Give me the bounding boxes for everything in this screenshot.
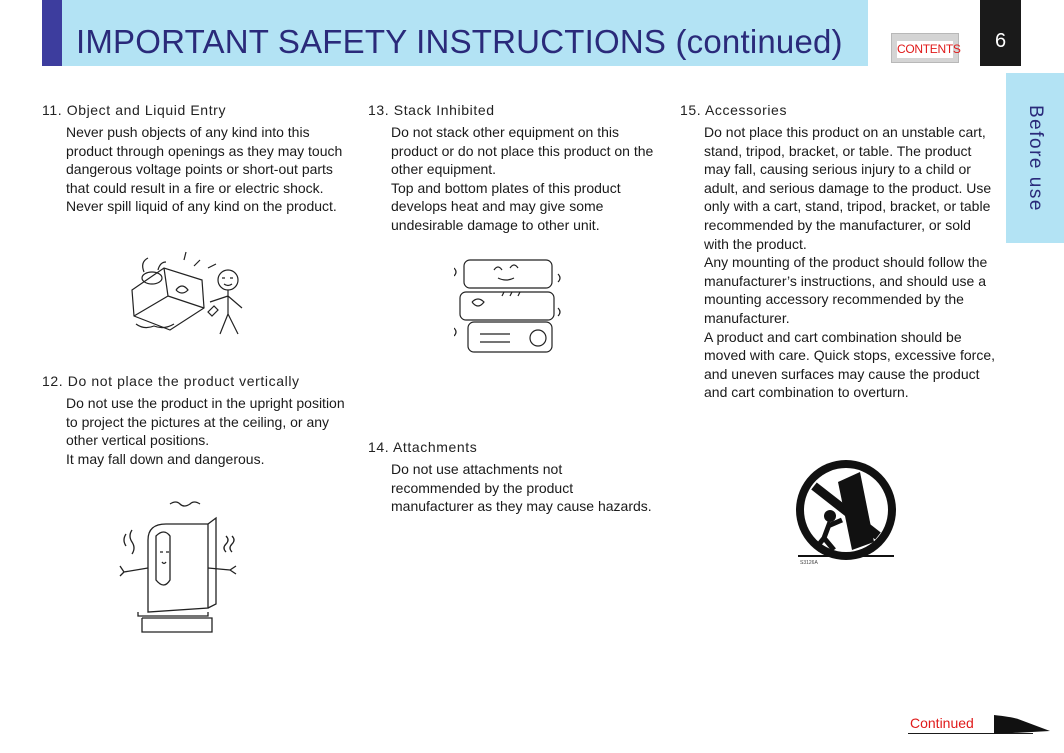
page-number-box bbox=[980, 0, 1021, 66]
page-number: 6 bbox=[994, 30, 1007, 52]
section-12-body bbox=[66, 394, 348, 468]
section-15-paragraph: Any mounting of the product should follow the manufacturer’s instructions, and should use a mounting accessory recommended by the manufacturer. bbox=[704, 254, 988, 326]
section-11-body bbox=[66, 123, 348, 216]
section-14-paragraph: Do not use attachments not recommended by the product manufacturer as they may cause hazards. bbox=[391, 461, 652, 515]
cart-symbol-code: S3126A bbox=[800, 560, 818, 566]
section-15-title: 15. Accessories bbox=[680, 102, 788, 118]
side-tab-before-use[interactable] bbox=[1006, 73, 1064, 243]
section-14-body bbox=[391, 460, 653, 516]
contents-button[interactable] bbox=[891, 33, 959, 63]
upright-projector-illustration bbox=[108, 500, 248, 640]
section-15-body bbox=[704, 123, 996, 402]
continued-link[interactable] bbox=[908, 713, 1028, 735]
liquid-spill-illustration bbox=[124, 250, 254, 340]
section-13-title: 13. Stack Inhibited bbox=[368, 102, 495, 118]
continued-label: Continued bbox=[910, 715, 974, 731]
section-12-paragraph: It may fall down and dangerous. bbox=[66, 450, 265, 467]
side-tab-label: Before use bbox=[1025, 105, 1046, 212]
section-12-title: 12. Do not place the product vertically bbox=[42, 373, 300, 389]
section-13-paragraph: Do not stack other equipment on this product or do not place this product on the other equipment. bbox=[391, 124, 654, 178]
page-header bbox=[62, 0, 868, 66]
header-accent-bar bbox=[42, 0, 62, 66]
contents-button-label: CONTENTS bbox=[897, 42, 961, 56]
section-13-paragraph: Top and bottom plates of this product develops heat and may give some undesirable damage to other unit. bbox=[391, 179, 621, 233]
cart-warning-icon bbox=[794, 458, 898, 566]
page-title: IMPORTANT SAFETY INSTRUCTIONS (continued) bbox=[76, 23, 843, 60]
section-11-paragraph: Never push objects of any kind into this product through openings as they may touch dangerous voltage points or short-out parts that could result in a fire or electric shock. Never spill liquid of any kind on the product. bbox=[66, 124, 343, 215]
section-14-title: 14. Attachments bbox=[368, 439, 478, 455]
arrow-right-icon bbox=[992, 713, 1052, 735]
section-15-paragraph: A product and cart combination should be moved with care. Quick stops, excessive force, and uneven surfaces may cause the product and cart combination to overturn. bbox=[704, 328, 995, 401]
section-12-paragraph: Do not use the product in the upright position to project the pictures at the ceiling, or any other vertical positions. bbox=[66, 395, 345, 449]
stacked-equipment-illustration bbox=[454, 254, 564, 359]
section-15-paragraph: Do not place this product on an unstable cart, stand, tripod, bracket, or table. The product may fall, causing serious injury to a child or adult, and serious damage to the product. Use only with a cart, stand, tripod, bracket, or table recommended by the manufacturer, or sold with the product. bbox=[704, 124, 992, 252]
section-11-title: 11. Object and Liquid Entry bbox=[42, 102, 227, 118]
section-13-body bbox=[391, 123, 663, 235]
